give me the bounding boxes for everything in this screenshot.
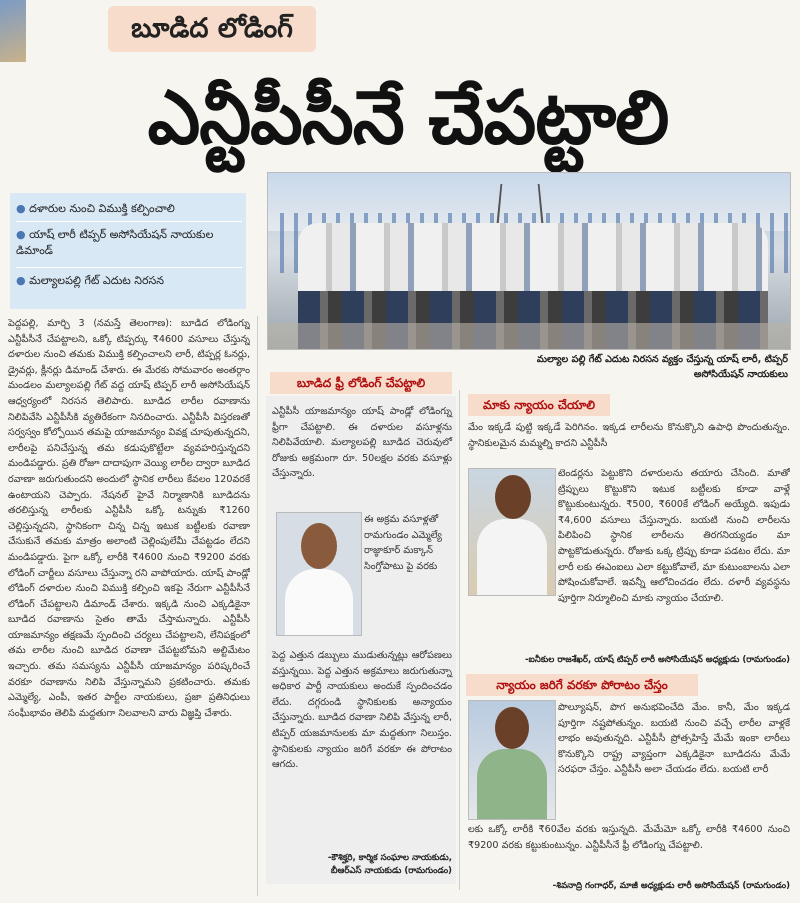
story-right-2-heading: న్యాయం జరిగే వరకూ పోరాటం చేస్తం	[496, 678, 668, 692]
story-right-2-credit: -శివనాద్రి గంగాధర్, మాజీ అధ్యక్షుడు లారీ అసోసియేషన్ (రామగుండం)	[552, 881, 790, 891]
story-left-side: ఈ అక్రమ వసూళ్లతో రామగుండం ఎమ్మెల్యే రాజ్ఠాకూర్ మక్కాన్ సింగ్తోపాటు పై వరకు	[364, 514, 442, 572]
story-left-bottom: పెద్ద ఎత్తున డబ్బులు ముడుతున్నట్లు ఆరోపణలు వస్తున్నయి. పెద్ద ఎత్తున అక్రమాలు జరుగుతున్నా అధికార పార్టీ నాయకులు అందుకే స్పందించడం లేదు. దగ్గరుండి స్థానికులకు అన్యాయం చేస్తున్నారు. బూడిద రవాణా నిలిపి వేస్తున్న లారీ, టిప్పర్ యజమానులకు మా మద్దతుగా నిలుస్తం. స్థానికులకు న్యాయం జరిగే వరకూ ఈ పోరాటం ఆగదు.	[272, 650, 452, 771]
story-left-top: ఎన్టీపీసీ యాజమాన్యం యాష్ పాండ్లో లోడింగ్ను ఫ్రీగా చేపట్టాలి. ఈ దళారుల వసూళ్లను నిలిపివేయాలి. మల్యాలపల్లి బూడిద చెరువులో రోజుకు అక్రమంగా రూ. 50లక్షల వరకు వసూళ్లు చేస్తున్నారు.	[272, 406, 452, 480]
portrait-shivanadri	[468, 700, 556, 820]
story-right-1-heading-box	[468, 394, 610, 416]
photo-caption: మల్యాల పల్లి గేట్ ఎదుట నిరసన వ్యక్తం చేస్తున్న యాష్ లారీ, టిప్పర్ అసోసియేషన్ నాయకులు	[536, 354, 788, 380]
highlight-item: ● దళారుల నుంచి విముక్తి కల్పించాలి	[16, 202, 175, 215]
story-left-credit: -కౌశిక్హరి, కార్మిక సంఘాల నాయకుడు, బీఆర్ఎస్ నాయకుడు (రామగుండం)	[327, 853, 452, 876]
headline: ఎన్టీపీసీనే చేపట్టాలి	[147, 75, 669, 161]
headline-tag	[108, 6, 316, 52]
corner-photo	[0, 0, 26, 62]
story-right-2-heading-box	[466, 674, 698, 696]
protest-photo	[267, 172, 791, 350]
story-right-1-top: మేం ఇక్కడే పుట్టి ఇక్కడే పెరిగినం. ఇక్కడ లారీలను కొనుక్కొని ఉపాధి పొందుతున్నం. స్థానికులమైన మమ్మల్ని కాదని ఎన్టీపీసీ	[468, 422, 790, 449]
highlight-item: ● యాష్ లారీ టిప్పర్ అసోసియేషన్ నాయకుల డిమాండ్	[16, 228, 214, 257]
story-right-2-bottom: లకు ఒక్కో లారీకి ₹60వేల వరకు ఇస్తున్నది. మేమేమో ఒక్కో లారీకి ₹4600 నుంచి ₹9200 వరకు కట్టుకుంటున్నం. ఎన్టీపీసీనే ఫ్రీ లోడింగ్ను చేపట్టాలి.	[468, 824, 790, 851]
story-right-1-side: టెండర్లను పెట్టుకొని దళారులను తయారు చేసింది. మాతో ట్రిప్పులు కొట్టుకొని ఇటుక బట్టీలకు కూడా వాళ్లే కొట్టుకుంటున్నరు. ₹500, ₹600కే లోడింగ్ అయ్యేది. ఇపుడు ₹4,600 వసూలు చేస్తున్నారు. బయటి నుంచి లారీలను పిలిపించి స్థానిక లారీలను తిరగనియ్యడం మా పొట్టకొడుతున్నరు. రోజుకు ఒక్క ట్రిప్పు కూడా పడటం లేదు. మా లారీ లకు ఈఎంఐలు ఎలా కట్టుకోవాలే, మా కుటుంబాలను ఎలా పోషించుకోవాలే. ఇవన్నీ ఆలోచించడం లేదు. దళారీ వ్యవస్థను పూర్తిగా నిర్మూలించి మాకు న్యాయం చేయాలి.	[558, 468, 790, 604]
headline-tag-text: బూడిద లోడింగ్	[131, 13, 293, 44]
story-left-heading: బూడిద ఫ్రీ లోడింగ్ చేపట్టాలి	[296, 376, 426, 390]
bullet-dot-icon: ●	[16, 274, 26, 287]
highlight-item: ● మల్యాలపల్లి గేట్ ఎదుట నిరసన	[16, 274, 164, 287]
highlights-box	[10, 193, 246, 309]
bullet-dot-icon: ●	[16, 228, 26, 241]
story-right-1-credit: -ఐనీకుల రాజశేఖర్, యాష్ టిప్పర్ లారీ అసోసియేషన్ అధ్యక్షుడు (రామగుండం)	[524, 655, 790, 665]
story-right-1-heading: మాకు న్యాయం చేయాలి	[482, 398, 596, 412]
story-left-heading-box	[270, 372, 452, 394]
portrait-rajashekar	[468, 468, 556, 596]
portrait-kaushik	[276, 512, 362, 636]
main-story: పెద్దపల్లి, మార్చి 3 (నమస్తే తెలంగాణ): బూడిద లోడింగ్ను ఎన్టీపీసీనే చేపట్టాలని, ఒక్కో టిప్పర్కు ₹4600 వసూలు చేస్తున్న దళారుల నుంచి తమకు విముక్తి కల్పించాలని లారీ, టిప్పర్ల ఓనర్లు, డ్రైవర్లు, క్లీనర్లు డిమాండ్ చేశారు. ఈ మేరకు సోమవారం అంతర్గాం మండలం మల్యాలపల్లి గేట్ వద్ద యాష్ టిప్పర్ లారీ అసోసియేషన్ ఆధ్వర్యంలో నిరసన తెలిపారు. బూడిద లారీల రవాణాను నిలిపివేసి ఎన్టీపీసీకి వ్యతిరేకంగా నినదించారు. ఎన్టీపీసీ విస్తరణతో సర్వస్వం కోల్పోయిన తమపై యాజమాన్యం వివక్ష చూపుతున్నదని, లారీలపై పనిచేస్తున్న తమ కడుపుకొట్టేలా వ్యవహరిస్తున్నదని మండిపడ్డారు. ప్రతి రోజూ దాదాపుగా వెయ్యి లారీల ద్వారా బూడిద రవాణా జరుగుతుందని అందులో స్థానిక లారీలు కేవలం 120వరకే ఉంటాయని చెప్పారు. నేషనల్ హైవే నిర్మాణానికి బూడిదను తరలిస్తున్న లారీలకు ఎన్టీపీసీ ఒక్కో టన్నుకు ₹1260 చెల్లిస్తున్నదని, స్థానికంగా చిన్న చిన్న ఇటుక బట్టీలకు రవాణా చేసుకునే తమకు మాత్రం అలాంటి చెల్లింపులేమీ చేపట్టడం లేదని మండిపడ్డారు. పైగా ఒక్కో లారీకి ₹4600 నుంచి ₹9200 వరకు లోడింగ్ చార్జీలు వసూలు చేస్తున్నా రని వాపోయారు. యాష్ పాండ్లో లోడింగ్ దళారుల నుంచి విముక్తి కల్పించి ఇకపై నేరుగా ఎన్టీపీసీనే లోడింగ్ చేపట్టాలని డిమాండ్ చేశారు. ఇక్కడి నుంచి ఎక్కడికైనా బూడిద రవాణాను సైతం తామే చేస్తామన్నారు. ఎన్టీపీసీ యాజమాన్యం తక్షణమే స్పందించి చర్యలు చేపట్టాలని, లేనిపక్షంలో తమ లారీల నుంచి బూడిద రవాణా చేపట్టబోమని అల్టిమేటం ఇచ్చారు. తమ సమస్యను ఎన్టీపీసీ యాజమాన్యం పరిష్కరించే వరకూ రవాణాను నిలిపి వేస్తున్నామని ప్రకటించారు. తమకు ఎమ్మెల్యే, ఎంపీ, ఇతర పార్టీల నాయకులు, ప్రజా ప్రతినిధులు సంఘీభావం తెలిపి మద్దతుగా నిలవాలని వారు విజ్ఞప్తి చేశారు.	[8, 318, 250, 719]
story-right-2-side: పొల్యూషన్, పొగ అనుభవించేది మేం. కానీ, మేం ఇక్కడ పూర్తిగా నష్టపోతున్నం. బయటి నుంచి వచ్చే లారీల వాళ్లకే లాభం అవుతున్నది. ఎన్టీపీసీ ప్రోత్సహిస్తే మేమే ఇంకా లారీలు కొనుక్కొని రాష్ట్ర వ్యాప్తంగా ఎక్కడికైనా బూడిదను మేమే సరఫరా చేస్తం. ఎన్టీపీసీ అలా చేయడం లేదు. బయటి లారీ	[558, 702, 790, 776]
bullet-dot-icon: ●	[16, 202, 26, 215]
